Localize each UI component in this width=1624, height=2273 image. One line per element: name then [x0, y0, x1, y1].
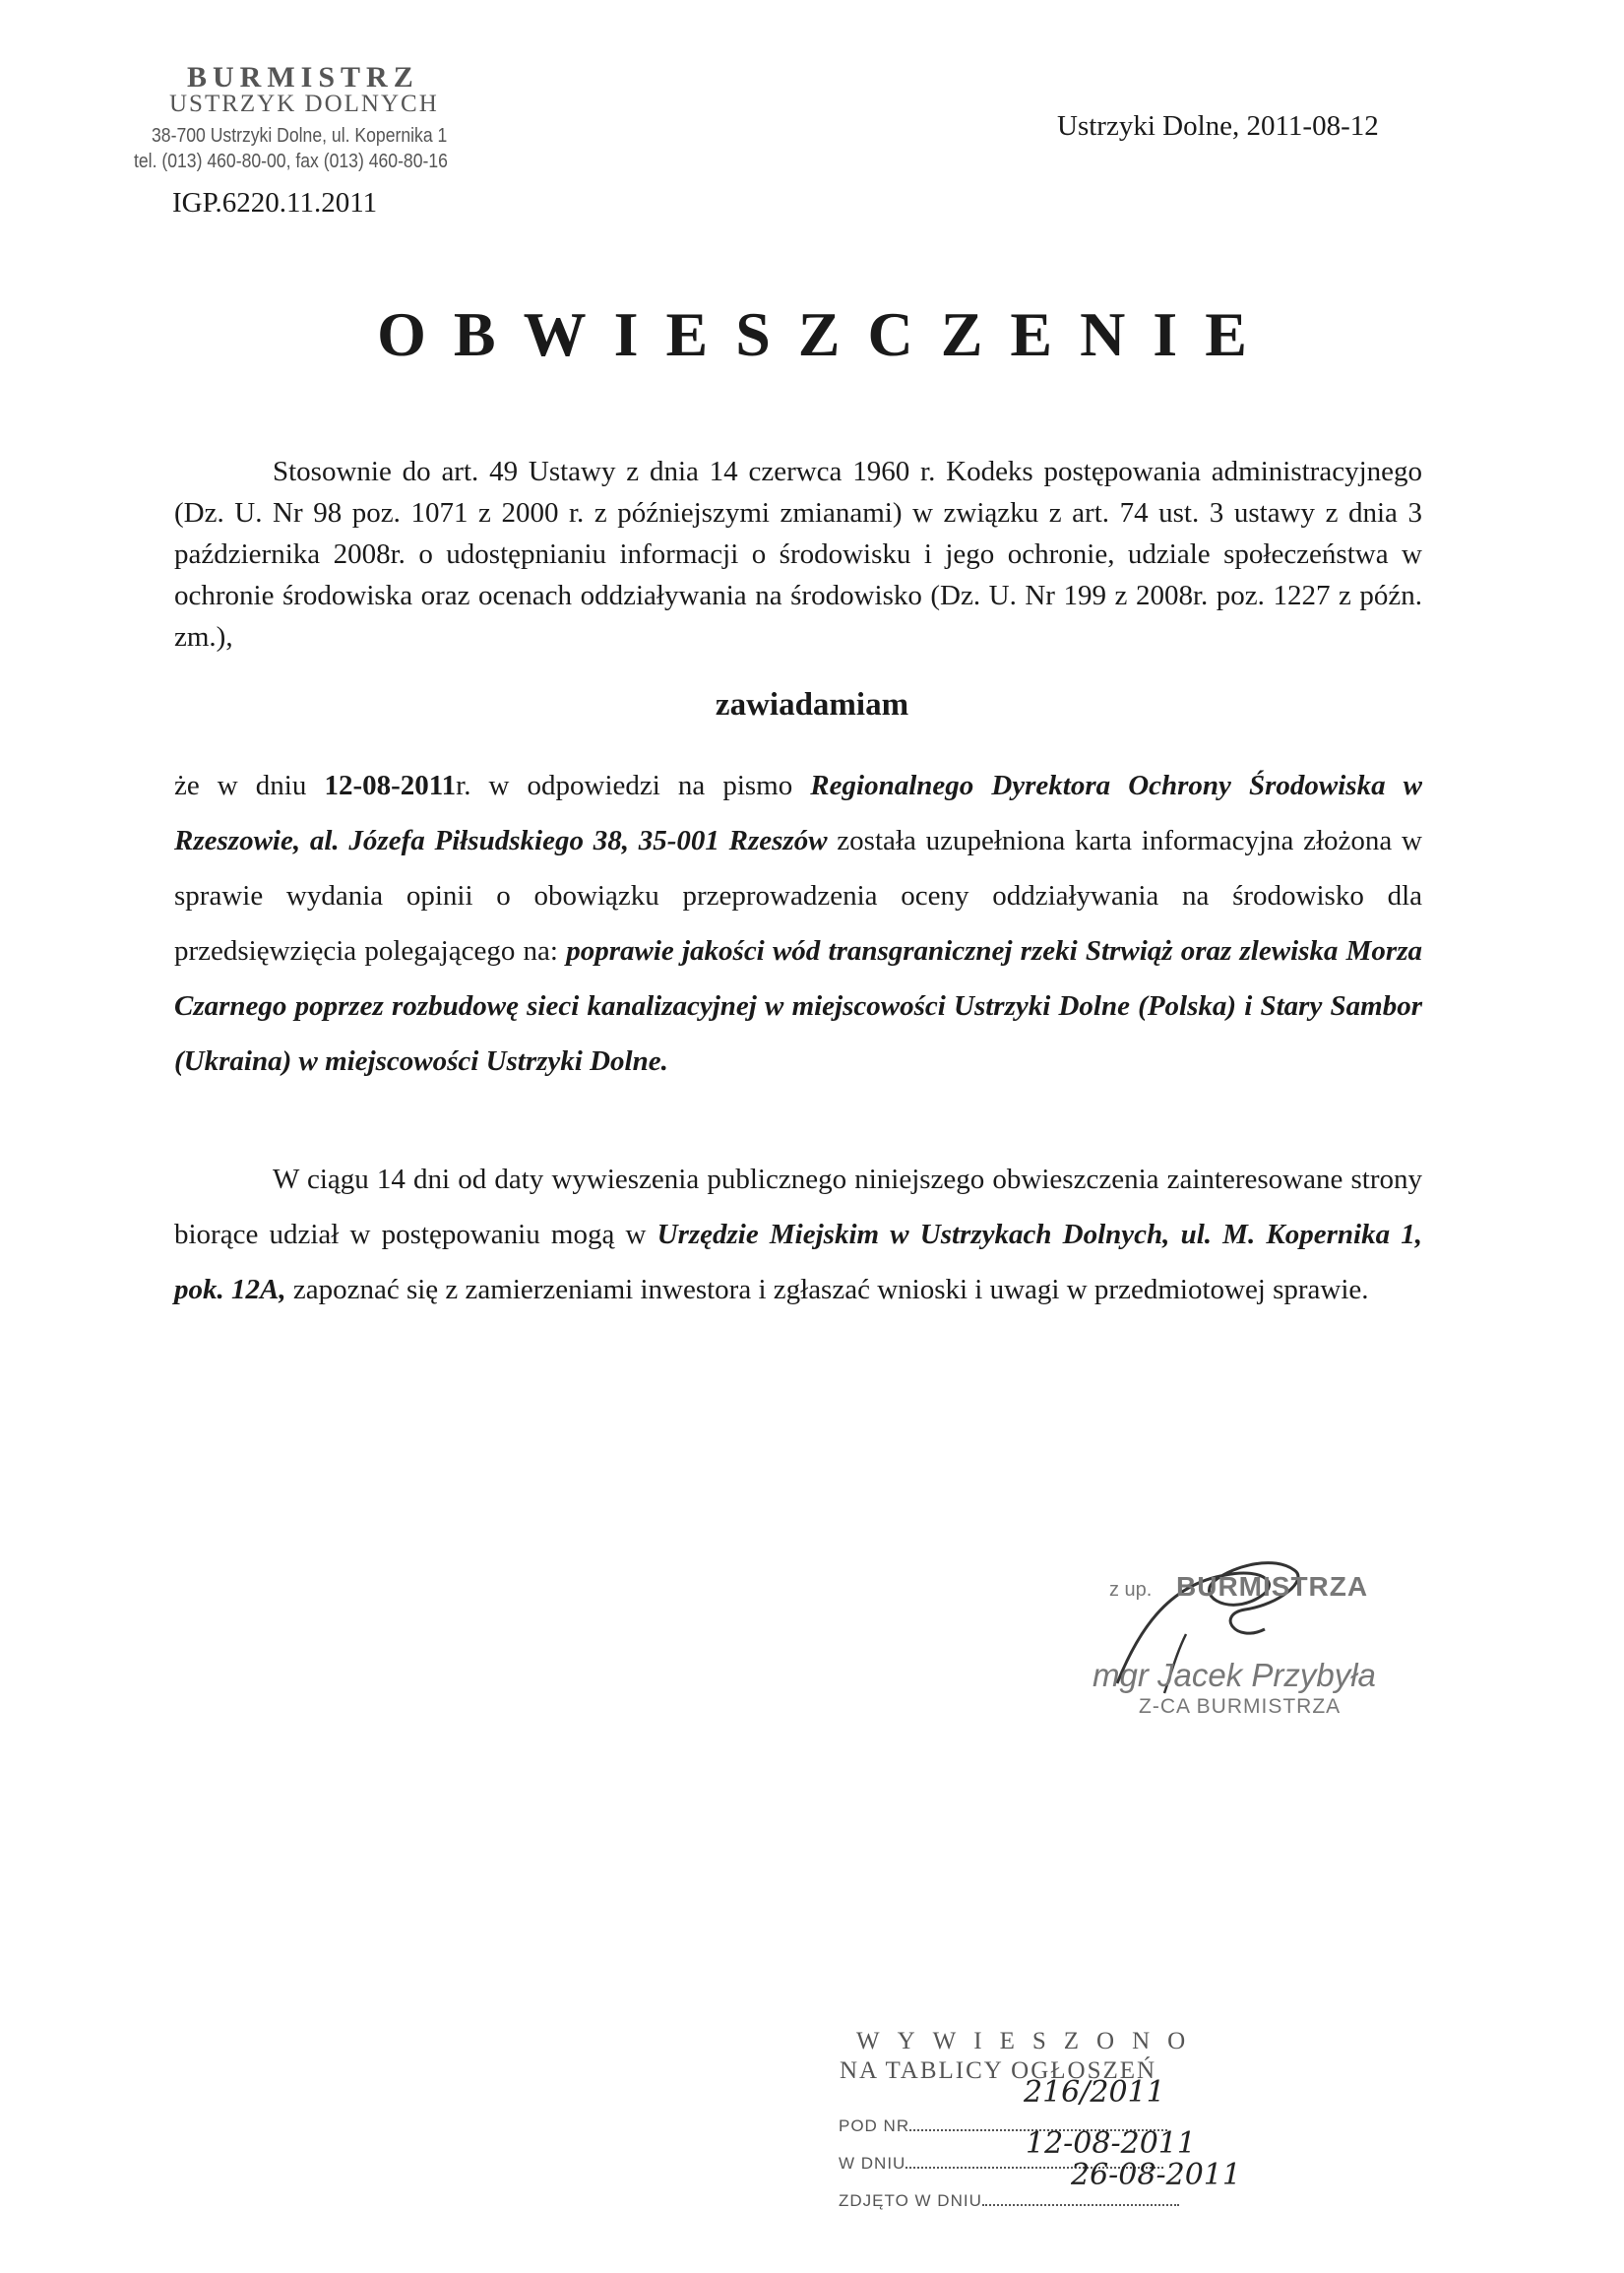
posting-stamp-line1: WYWIESZONO	[856, 2028, 1204, 2054]
posting-date-label: W DNIU	[839, 2154, 906, 2173]
notice-text-2: r. w odpowiedzi na pismo	[456, 770, 811, 801]
issuer-phone: tel. (013) 460-80-00, fax (013) 460-80-16	[134, 151, 448, 172]
consultation-text-1: W ciągu 14 dni od daty wywieszenia publicznego niniejszego obwieszczenia zainteresowane strony biorące udział w postępowaniu mogą w	[174, 1164, 1422, 1250]
posting-date-handwritten: 12-08-2011	[1026, 2126, 1196, 2161]
signatory-role: Z-CA BURMISTRZA	[1139, 1695, 1342, 1718]
issuer-subtitle: USTRZYK DOLNYCH	[169, 91, 439, 117]
notice-sender: Regionalnego Dyrektora Ochrony Środowiska w Rzeszowie, al. Józefa Piłsudskiego 38, 35-001 Rzeszów	[174, 770, 1422, 856]
notice-paragraph	[174, 758, 1422, 1089]
notice-date: 12-08-2011	[324, 770, 457, 801]
signature-prefix: z up.	[1109, 1579, 1153, 1601]
posting-number-label: POD NR	[839, 2116, 910, 2135]
consultation-office: Urzędzie Miejskim w Ustrzykach Dolnych, ul. M. Kopernika 1, pok. 12A,	[174, 1219, 1422, 1305]
removal-date-row	[839, 2191, 1179, 2211]
document-title: OBWIESZCZENIE	[377, 299, 1275, 369]
legal-basis-paragraph: Stosownie do art. 49 Ustawy z dnia 14 czerwca 1960 r. Kodeks postępowania administracyjnego (Dz. U. Nr 98 poz. 1071 z 2000 r. z późniejszymi zmianami) w związku z art. 74 ust. 3 ustawy z dnia 3 października 2008r. o udostępnianiu informacji o środowisku i jego ochronie, udziale społeczeństwa w ochronie środowiska oraz ocenach oddziaływania na środowisko (Dz. U. Nr 199 z 2008r. poz. 1227 z późn. zm.),	[174, 456, 1422, 653]
notice-project: poprawie jakości wód transgranicznej rzeki Strwiąż oraz zlewiska Morza Czarnego poprzez rozbudowę sieci kanalizacyjnej w miejscowości Ustrzyki Dolne (Polska) i Stary Sambor (Ukraina) w miejscowości Ustrzyki Dolne.	[174, 935, 1422, 1077]
notice-text-1: że w dniu	[174, 770, 325, 801]
removal-date-label: ZDJĘTO W DNIU	[839, 2191, 982, 2210]
issuer-address: 38-700 Ustrzyki Dolne, ul. Kopernika 1	[152, 125, 448, 147]
signature-office: BURMISTRZA	[1176, 1571, 1369, 1602]
consultation-paragraph	[174, 1152, 1422, 1317]
notice-text-3: została uzupełniona karta informacyjna złożona w sprawie wydania opinii o obowiązku przeprowadzenia oceny oddziaływania na środowisko dla przedsięwzięcia polegającego na:	[174, 825, 1423, 967]
notify-heading: zawiadamiam	[715, 687, 909, 723]
removal-date-handwritten: 26-08-2011	[1071, 2158, 1241, 2192]
place-date: Ustrzyki Dolne, 2011-08-12	[1057, 110, 1379, 142]
posting-stamp-line2: NA TABLICY OGŁOSZEŃ	[840, 2057, 1157, 2084]
issuer-title: BURMISTRZ	[187, 61, 419, 94]
signatory-name: mgr Jacek Przybyła	[1093, 1657, 1376, 1693]
posting-number-handwritten: 216/2011	[1024, 2075, 1165, 2110]
consultation-text-2: zapoznać się z zamierzeniami inwestora i zgłaszać wnioski i uwagi w przedmiotowej sprawie.	[285, 1274, 1369, 1305]
reference-number: IGP.6220.11.2011	[172, 187, 378, 219]
